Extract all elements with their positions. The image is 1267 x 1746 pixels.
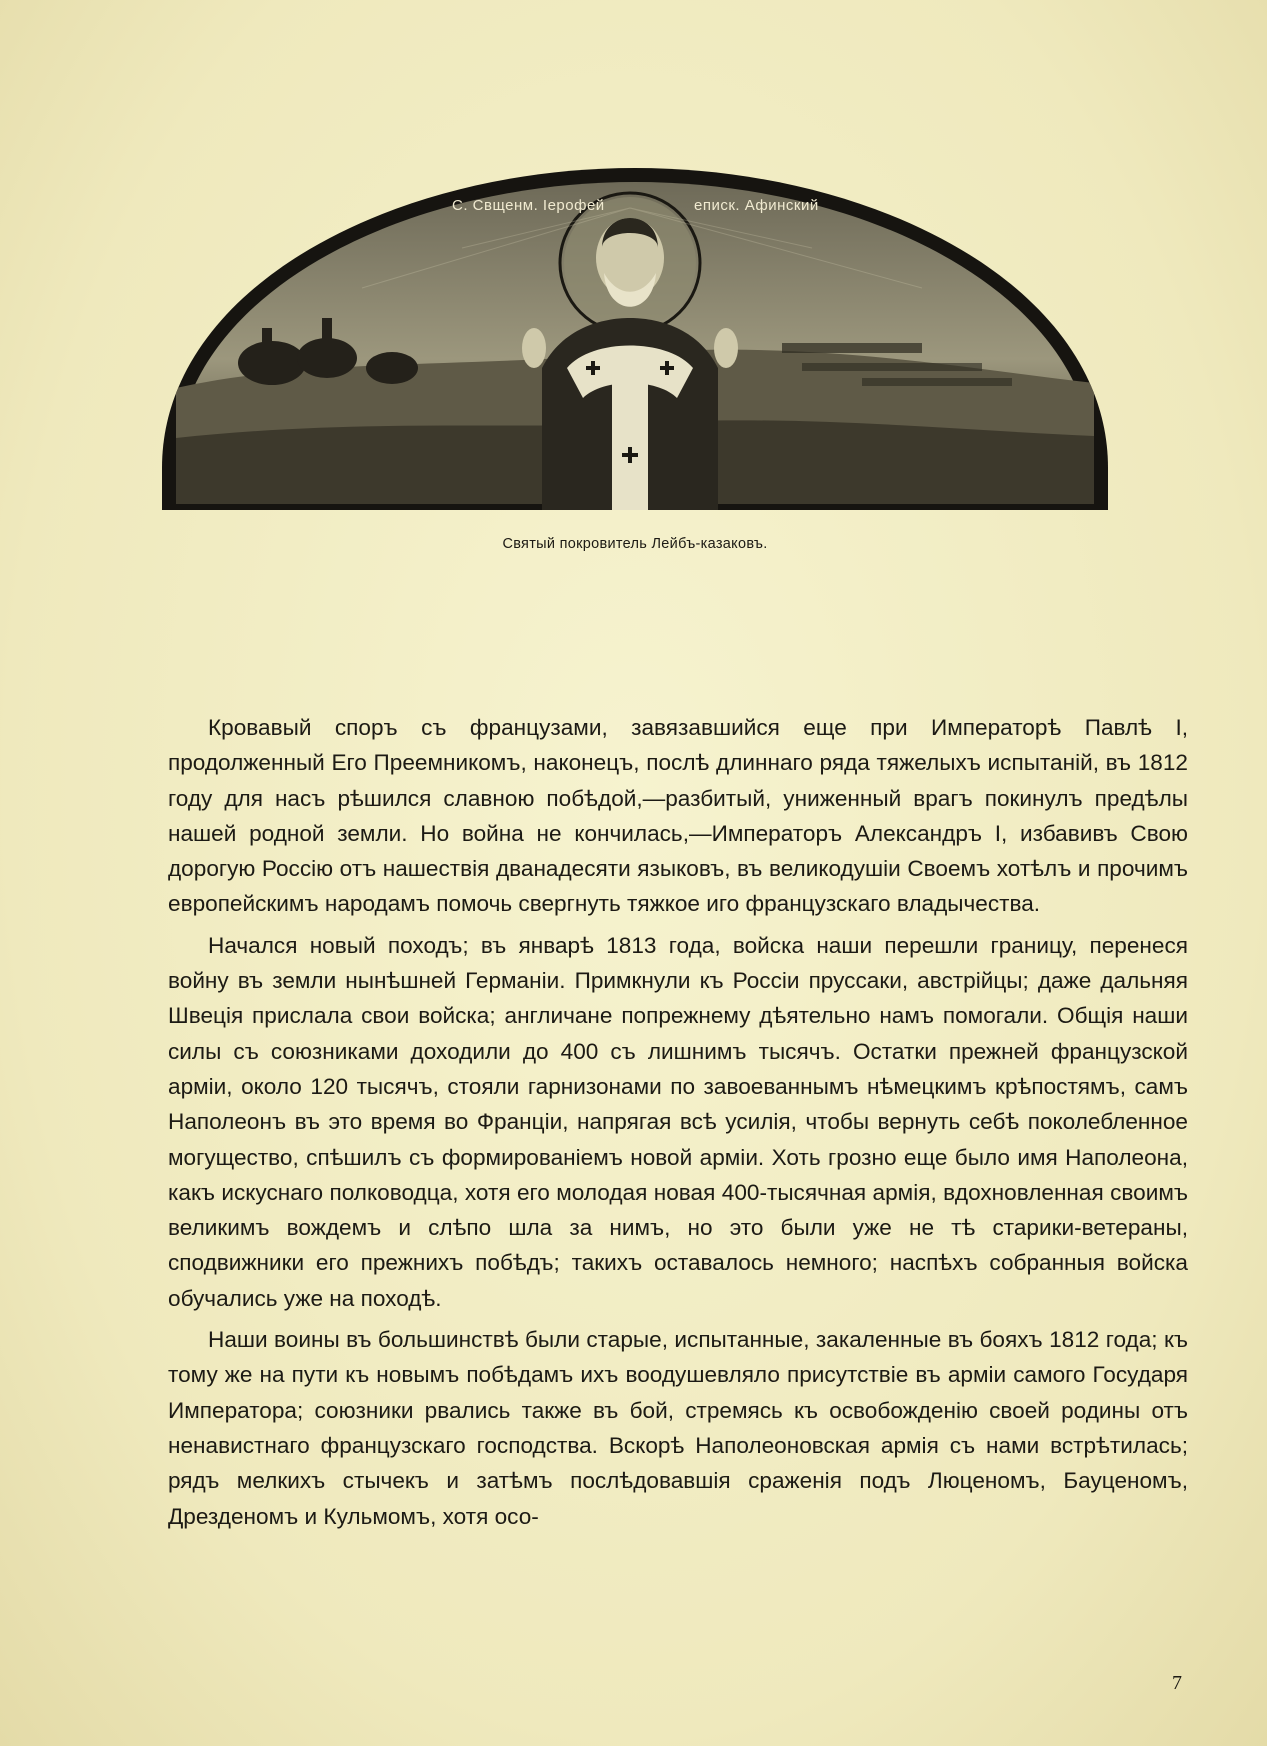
saint-illustration — [162, 168, 1108, 510]
page-number: 7 — [1172, 1672, 1182, 1694]
article-body — [168, 710, 1188, 1540]
illustration-caption: Святый покровитель Лейбъ-казаковъ. — [502, 536, 768, 552]
paragraph-2: Начался новый походъ; въ январѣ 1813 года, войска наши перешли границу, перенеся войну въ земли нынѣшней Германіи. Примкнули къ Россіи пруссаки, австрійцы; даже дальняя Швеція прислала свои войска; англичане попрежнему дѣятельно намъ помогали. Общія наши силы съ союзниками доходили до 400 съ лишнимъ тысячъ. Остатки прежней французской арміи, около 120 тысячъ, стояли гарнизонами по завоеваннымъ нѣмецкимъ крѣпостямъ, самъ Наполеонъ въ это время во Франціи, напрягая всѣ усилія, чтобы вернуть себѣ поколебленное могущество, спѣшилъ съ формированіемъ новой арміи. Хоть грозно еще было имя Наполеона, какъ искуснаго полководца, хотя его молодая новая 400-тысячная армія, вдохновленная своимъ великимъ вождемъ и слѣпо шла за нимъ, но это были уже не тѣ старики-ветераны, сподвижники его прежнихъ побѣдъ; такихъ оставалось немного; наспѣхъ собранныя войска обучались уже на походѣ. — [168, 932, 1188, 1311]
inscription-left: С. Свщенм. Iерофей — [452, 197, 605, 214]
paragraph-1: Кровавый споръ съ французами, завязавшийся еще при Императорѣ Павлѣ I, продолженный Его Преемникомъ, наконецъ, послѣ длиннаго ряда тяжелыхъ испытаній, въ 1812 году для насъ рѣшился славною побѣдой,—разбитый, униженный врагъ покинулъ предѣлы нашей родной земли. Но война не кончилась,—Императоръ Александръ I, избавивъ Свою дорогую Россію отъ нашествія дванадесяти языковъ, въ великодушіи Своемъ хотѣлъ и прочимъ европейскимъ народамъ помочь свергнуть тяжкое иго французскаго владычества. — [168, 715, 1188, 917]
paragraph-3: Наши воины въ большинствѣ были старые, испытанные, закаленные въ бояхъ 1812 года; къ тому же на пути къ новымъ побѣдамъ ихъ воодушевляло присутствіе въ арміи самого Государя Императора; союзники рвались также въ бой, стремясь къ освобожденію своей родины отъ ненавистнаго французскаго господства. Вскорѣ Наполеоновская армія съ нами встрѣтилась; рядъ мелкихъ стычекъ и затѣмъ послѣдовавшія сраженія подъ Люценомъ, Бауценомъ, Дрезденомъ и Кульмомъ, хотя осо- — [168, 1327, 1188, 1529]
inscription-right: еписк. Афинский — [694, 197, 819, 214]
